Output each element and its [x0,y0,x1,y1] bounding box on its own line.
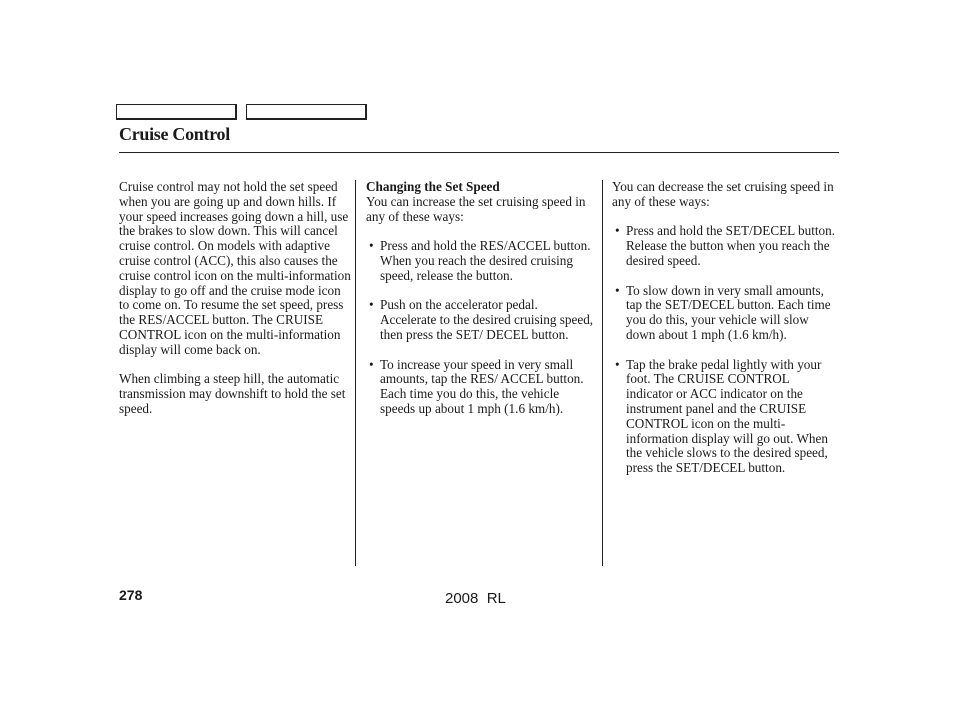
column-middle [366,180,596,432]
nav-previous-section-button[interactable] [116,104,237,120]
column-right [612,180,838,491]
column-left [119,180,351,432]
page-number: 278 [119,587,143,603]
list-item: • Tap the brake pedal lightly with your foot. The CRUISE CONTROL indicator or ACC indicator on the instrument panel and the CRUISE CONTROL icon on the multi-information display will go out. When the vehicle slows to the desired speed, press the SET/DECEL button. [612,358,838,476]
paragraph-cruise-hills: Cruise control may not hold the set speed when you are going up and down hills. If your speed increases going down a hill, use the brakes to slow down. This will cancel cruise control. On models with adaptive cruise control (ACC), this also causes the cruise control icon on the multi-information display to go off and the cruise mode icon to come on. To resume the set speed, press the RES/ACCEL button. The CRUISE CONTROL icon on the multi-information display will come back on. [119,179,351,357]
section-heading: Changing the Set Speed [366,179,500,194]
decrease-intro: You can decrease the set cruising speed in any of these ways: [612,179,834,209]
column-divider [602,180,603,566]
title-divider [119,152,839,153]
list-item: • Press and hold the SET/DECEL button. Release the button when you reach the desired speed. [612,224,838,268]
list-item: • To increase your speed in very small amounts, tap the RES/ ACCEL button. Each time you do this, the vehicle speeds up about 1 mph (1.6 km/h). [366,358,596,417]
increase-intro: You can increase the set cruising speed in any of these ways: [366,193,586,224]
footer-model: 2008 RL [445,590,506,607]
nav-next-section-button[interactable] [246,104,367,120]
decrease-list [612,224,838,476]
page-title: Cruise Control [119,124,230,144]
list-item: • Press and hold the RES/ACCEL button. When you reach the desired cruising speed, release the button. [366,239,596,283]
list-item: • Push on the accelerator pedal. Accelerate to the desired cruising speed, then press the SET/ DECEL button. [366,298,596,342]
increase-list [366,239,596,417]
paragraph-steep-hill: When climbing a steep hill, the automatic transmission may downshift to hold the set speed. [119,371,346,416]
column-divider [355,180,356,566]
list-item: • To slow down in very small amounts, tap the SET/DECEL button. Each time you do this, your vehicle will slow down about 1 mph (1.6 km/h). [612,284,838,343]
